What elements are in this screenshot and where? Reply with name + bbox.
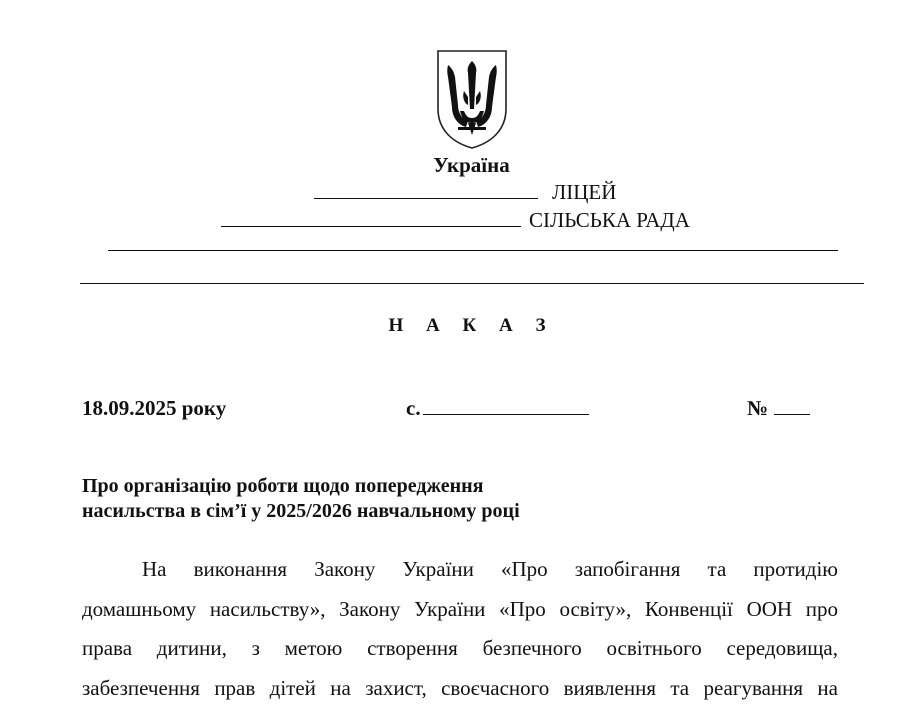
header-divider-1	[108, 250, 838, 251]
order-body	[82, 550, 838, 708]
subject-line-1: Про організацію роботи щодо попередження	[82, 474, 682, 499]
institution-type-label: ЛІЦЕЙ	[552, 180, 616, 204]
body-line-1: На виконання Закону України «Про запобігання та протидію	[82, 550, 838, 590]
place-blank	[423, 396, 589, 415]
order-date: 18.09.2025 року	[82, 395, 226, 421]
council-line	[221, 207, 690, 233]
body-line-3: права дитини, з метою створення безпечного освітнього середовища,	[82, 629, 838, 669]
country-name: Україна	[0, 152, 915, 178]
order-subject	[82, 474, 682, 524]
subject-line-2: насильства в сім’ї у 2025/2026 навчальному році	[82, 499, 682, 524]
number-blank	[774, 396, 810, 415]
order-place	[406, 395, 589, 421]
body-line-2: домашньому насильству», Закону України «Про освіту», Конвенції ООН про	[82, 590, 838, 630]
council-type-label: СІЛЬСЬКА РАДА	[529, 208, 690, 232]
order-number	[747, 395, 810, 421]
coat-of-arms-icon	[434, 47, 510, 151]
number-prefix: №	[747, 396, 768, 420]
body-line-4: забезпечення прав дітей на захист, своєчасного виявлення та реагування на	[82, 669, 838, 708]
council-name-blank	[221, 208, 521, 227]
institution-name-blank	[314, 180, 538, 199]
header-divider-2	[80, 283, 864, 284]
place-prefix: с.	[406, 396, 421, 420]
document-title: Н А К А З	[0, 315, 915, 337]
institution-line	[314, 179, 616, 205]
